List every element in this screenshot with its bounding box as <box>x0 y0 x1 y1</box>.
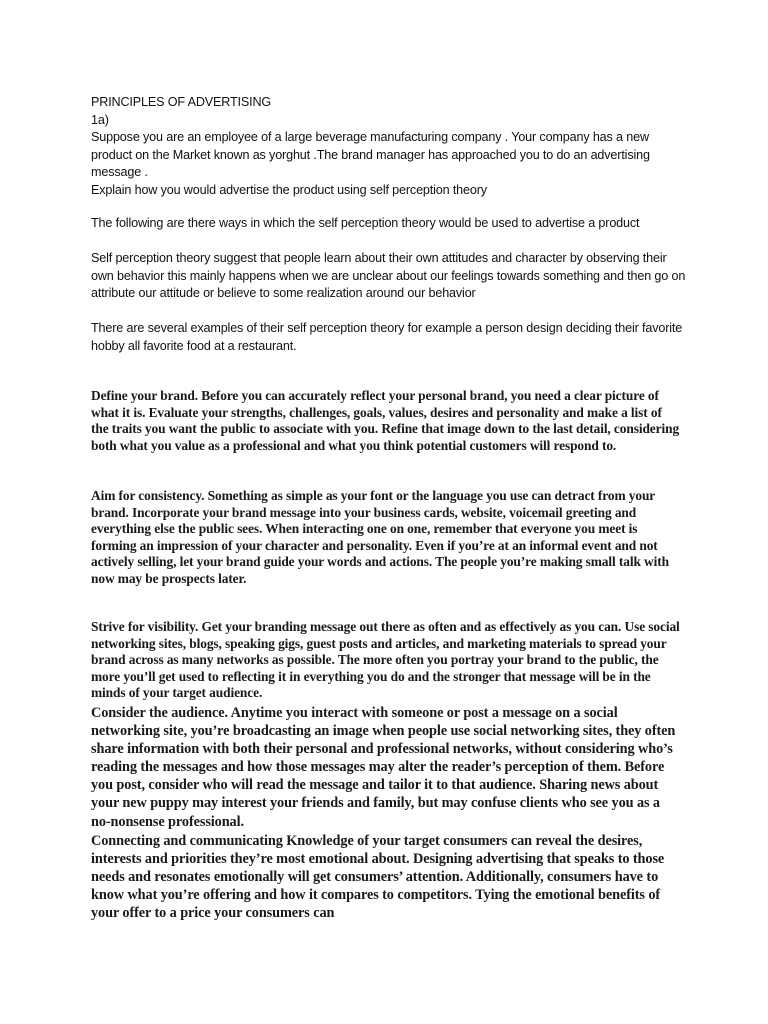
visibility-paragraph: Strive for visibility. Get your branding message out there as often and as effectively as you can. Use social networking sites, blogs, speaking gigs, guest posts and articles, and marketing materials to spread your brand across as many networks as possible. The more often you portray your brand to the public, the more you’ll get used to reflecting it in everything you do and the stronger that message will be in the minds of your target audience. <box>91 619 680 701</box>
answer-intro <box>91 215 691 233</box>
question-section <box>91 94 691 199</box>
examples-paragraph: There are several examples of their self perception theory for example a person design deciding their favorite hobby all favorite food at a restaurant. <box>91 321 683 353</box>
audience-section <box>91 704 681 831</box>
visibility-section <box>91 619 681 702</box>
audience-paragraph: Consider the audience. Anytime you interact with someone or post a message on a social networking site, you’re broadcasting an image when people use social networking sites, they often share information with both their personal and professional networks, without considering who’s reading the messages and how those messages may alter the reader’s perception of them. Before you post, consider who will read the message and tailor it to that audience. Sharing news about your new puppy may interest your friends and family, but may confuse clients who see you as a no-nonsense professional. <box>91 705 676 830</box>
consistency-paragraph: Aim for consistency. Something as simple as your font or the language you use can detract from your brand. Incorporate your brand message into your business cards, website, voicemail greeting and everything else the public sees. When interacting one on one, remember that everyone you meet is forming an impression of your character and personality. Even if you’re at an informal event and not actively selling, let your brand guide your words and actions. The people you’re making small talk with now may be prospects later. <box>91 488 669 586</box>
consistency-section <box>91 488 681 588</box>
intro-paragraph: The following are there ways in which the self perception theory would be used to advertise a product <box>91 216 640 230</box>
define-brand-section <box>91 388 681 454</box>
examples-section <box>91 320 691 355</box>
connecting-paragraph: Connecting and communicating Knowledge of your target consumers can reveal the desires, interests and priorities they’re most emotional about. Designing advertising that speaks to those needs and resonates emotionally will get consumers’ attention. Additionally, consumers have to know what you’re offering and how it compares to competitors. Tying the emotional benefits of your offer to a price your consumers can <box>91 833 665 922</box>
define-brand-paragraph: Define your brand. Before you can accurately reflect your personal brand, you need a clear picture of what it is. Evaluate your strengths, challenges, goals, values, desires and personality and make a list of the traits you want the public to associate with you. Refine that image down to the last detail, considering both what you value as a professional and what you think potential customers will respond to. <box>91 388 680 453</box>
question-number: 1a) <box>91 112 109 127</box>
question-text: Suppose you are an employee of a large beverage manufacturing company . Your company has a new product on the Market known as yorghut .The brand manager has approached you to do an advertising message . <box>91 130 650 179</box>
document-heading: PRINCIPLES OF ADVERTISING <box>91 95 272 109</box>
theory-section <box>91 250 691 303</box>
connecting-section <box>91 832 681 922</box>
theory-paragraph: Self perception theory suggest that people learn about their own attitudes and character by observing their own behavior this mainly happens when we are unclear about our feelings towards something and then go on attribute our attitude or believe to some realization around our behavior <box>91 251 686 300</box>
question-instruction: Explain how you would advertise the product using self perception theory <box>91 182 487 197</box>
